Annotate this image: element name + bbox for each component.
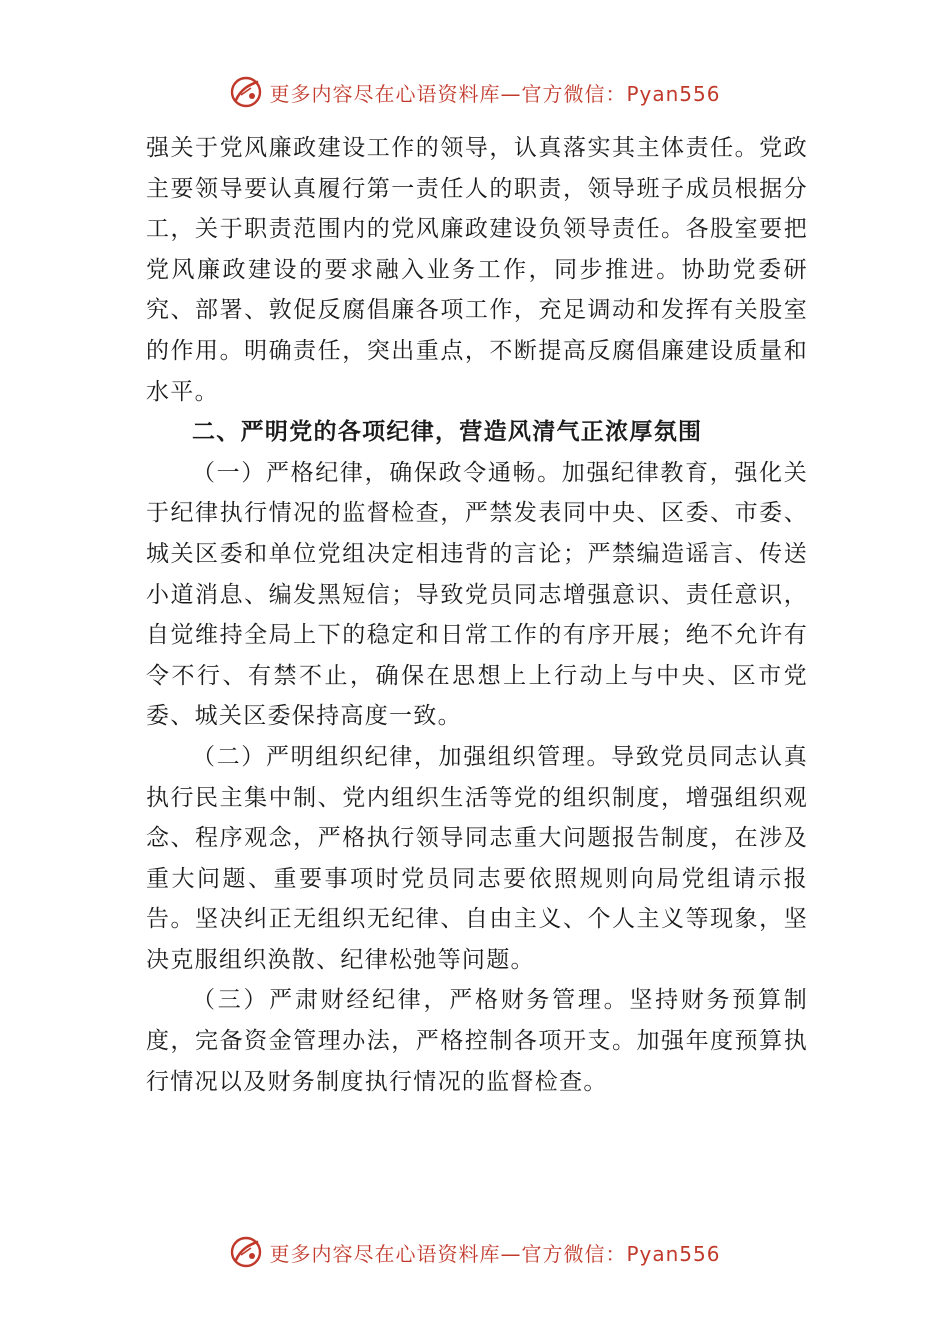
paragraph-3: （三）严肃财经纪律，严格财务管理。坚持财务预算制度，完备资金管理办法，严格控制各项开支。加强年度预算执行情况以及财务制度执行情况的监督检查。 (146, 987, 808, 1095)
header-watermark (0, 72, 950, 112)
paragraph-1: （一）严格纪律，确保政令通畅。加强纪律教育，强化关于纪律执行情况的监督检查，严禁发表同中央、区委、市委、城关区委和单位党组决定相违背的言论；严禁编造谣言、传送小道消息、编发黑短信；导致党员同志增强意识、责任意识，自觉维持全局上下的稳定和日常工作的有序开展；绝不允许有令不行、有禁不止，确保在思想上上行动上与中央、区市党委、城关区委保持高度一致。 (146, 459, 808, 730)
brand-logo-icon (229, 75, 263, 109)
watermark-text: 更多内容尽在心语资料库—官方微信：Pyan556 (269, 81, 721, 106)
continuation-paragraph: 强关于党风廉政建设工作的领导，认真落实其主体责任。党政主要领导要认真履行第一责任人的职责，领导班子成员根据分工，关于职责范围内的党风廉政建设负领导责任。各股室要把党风廉政建设的要求融入业务工作，同步推进。协助党委研究、部署、敦促反腐倡廉各项工作，充足调动和发挥有关股室的作用。明确责任，突出重点，不断提高反腐倡廉建设质量和水平。 (146, 135, 808, 405)
brand-logo-icon (229, 1235, 263, 1269)
document-body (146, 128, 808, 1102)
section-heading: 二、严明党的各项纪律，营造风清气正浓厚氛围 (192, 419, 703, 446)
paragraph-2: （二）严明组织纪律，加强组织管理。导致党员同志认真执行民主集中制、党内组织生活等党的组织制度，增强组织观念、程序观念，严格执行领导同志重大问题报告制度，在涉及重大问题、重要事项时党员同志要依照规则向局党组请示报告。坚决纠正无组织无纪律、自由主义、个人主义等现象，坚决克服组织涣散、纪律松弛等问题。 (146, 743, 808, 973)
watermark-text: 更多内容尽在心语资料库—官方微信：Pyan556 (269, 1241, 721, 1266)
footer-watermark (0, 1232, 950, 1272)
